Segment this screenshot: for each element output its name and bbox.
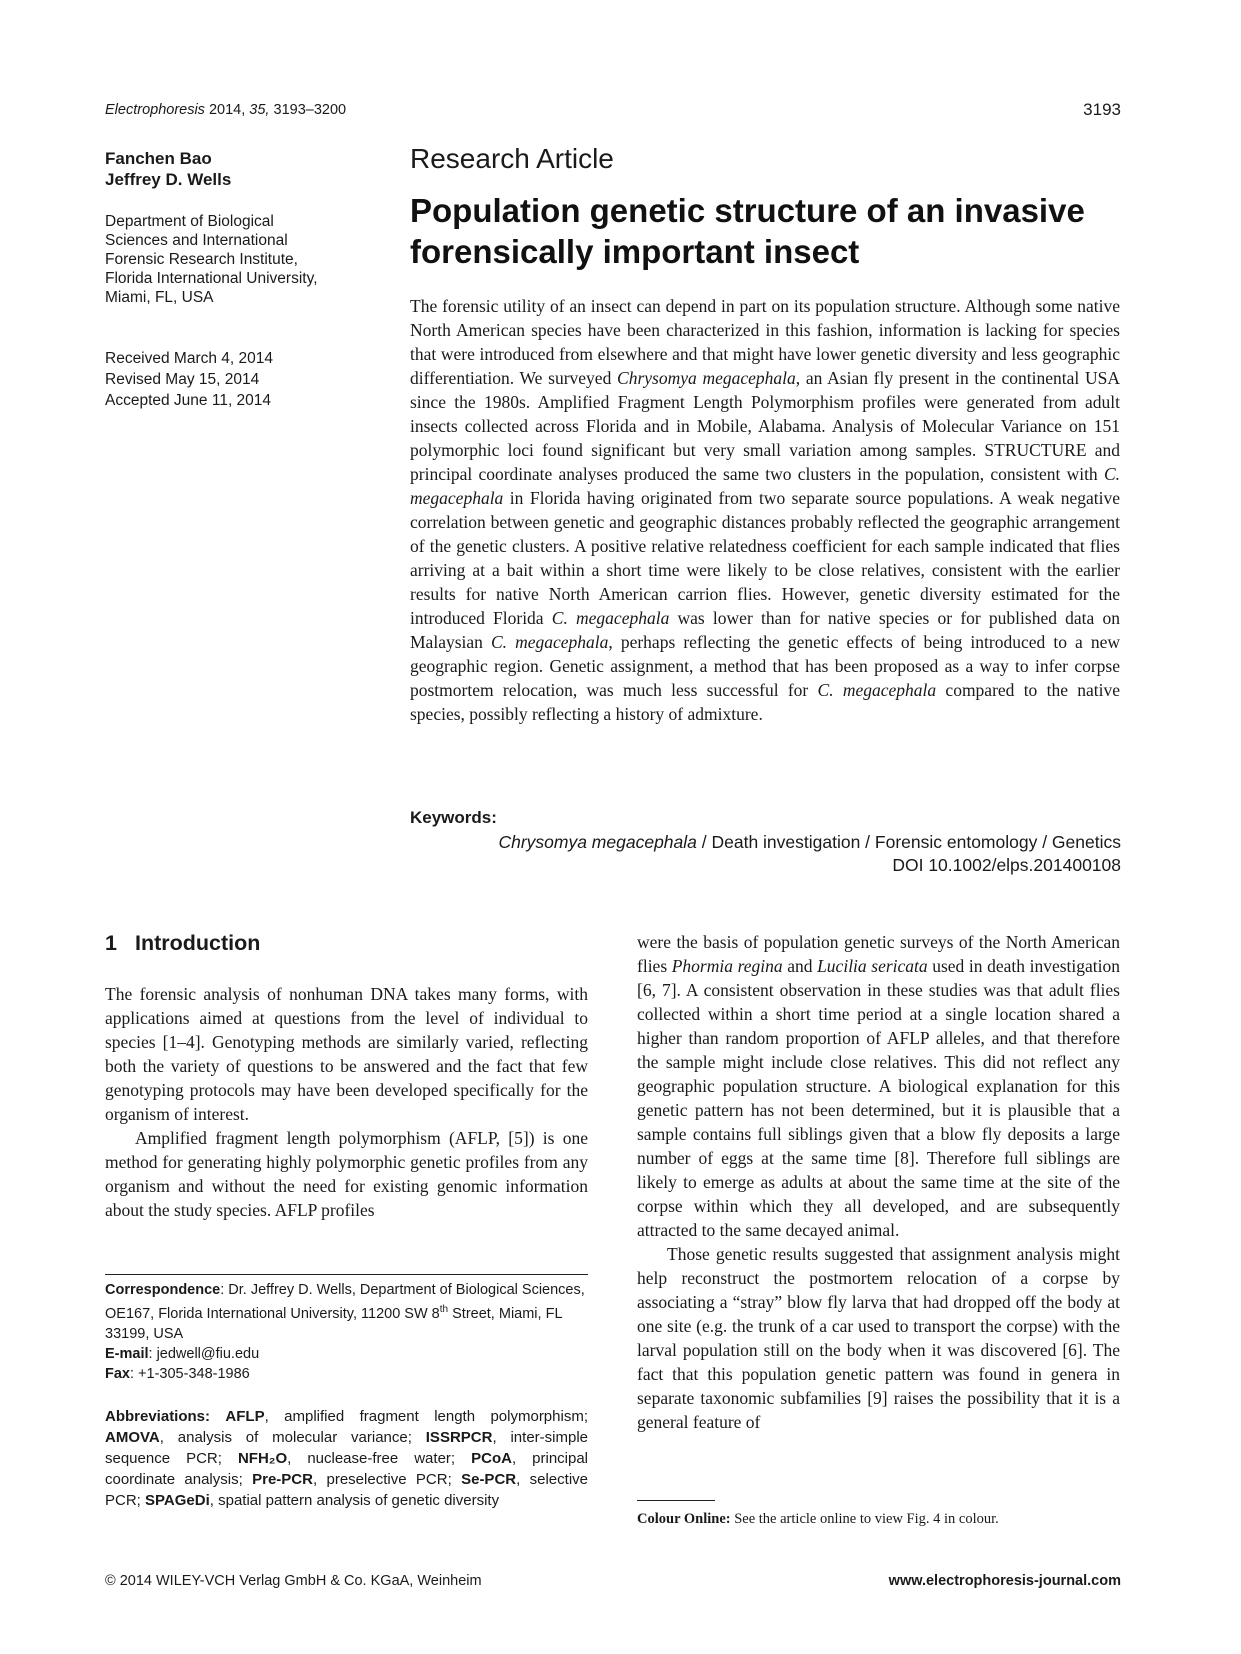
abbr-term: PCoA [471,1450,512,1467]
abbr-def: , spatial pattern analysis of genetic diversity [209,1492,500,1509]
paragraph: Those genetic results suggested that assignment analysis might help reconstruct the postmortem relocation of a corpse by associating a “stray” blow fly larva that had dropped off the body at one site (e.g. the trunk of a car used to transport the corpse) with the larval population still on the body when it was discovered [6]. The fact that this population genetic pattern was found in genera in separate taxonomic subfamilies [9] raises the possibility that it is a general feature of [637,1244,1120,1432]
article-title [410,190,1130,272]
section-number: 1 [105,931,117,955]
affiliation [105,212,375,307]
abbreviations [105,1406,588,1511]
fax-label: Fax [105,1365,130,1382]
species-name: C. megacephala [410,464,1120,508]
intro-left-column [105,982,588,1222]
correspondence-text: Street, Miami, FL 33199, USA [105,1305,562,1342]
colour-online-label: Colour Online: [637,1511,731,1527]
species-name: C. megacephala [817,680,937,700]
paragraph-text: and [782,956,818,976]
paragraph: Amplified fragment length polymorphism (AFLP, [5]) is one method for generating highly polymorphic genetic profiles from any organism and without the need for existing genomic information about the study species. AFLP profiles [105,1128,588,1220]
journal-year: 2014, [208,102,246,118]
correspondence-label: Correspondence [105,1282,221,1298]
paragraph-text: were the basis of population genetic surveys of the North American flies [637,932,1120,976]
paragraph-text: used in death investigation [6, 7]. A consistent observation in these studies was that adult flies collected within a short time period at a single location shared a higher than random proportion of AFLP alleles, and that therefore the sample might include close relatives. This did not reflect any geographic population structure. A biological explanation for this genetic pattern has not been determined, but it is plausible that a sample contains full siblings given that a blow fly deposits a large number of eggs at the same time [8]. Therefore full siblings are likely to emerge as adults at about the same time at the site of the corpse within which they all developed, and are subsequently attracted to the same decayed animal. [637,956,1120,1240]
abbr-def: , analysis of molecular variance; [159,1429,426,1446]
journal-url[interactable]: www.electrophoresis-journal.com [888,1573,1121,1589]
running-head [105,102,346,118]
received-date: Received March 4, 2014 [105,350,274,367]
keyword-list: / Death investigation / Forensic entomology / Genetics [696,832,1121,852]
article-type: Research Article [410,143,614,174]
section-heading [105,931,260,956]
abbr-def: , amplified fragment length polymorphism; [264,1408,588,1425]
colour-online-note [637,1511,999,1528]
correspondence-divider [105,1274,588,1275]
revised-date: Revised May 15, 2014 [105,371,260,388]
journal-pages: 3193–3200 [273,102,347,118]
species-name: Chrysomya megacephala [617,368,796,388]
footnote-divider [637,1500,715,1501]
abstract-text: , an Asian fly present in the continental USA since the 1980s. Amplified Fragment Length Polymorphism profiles were generated from adult insects collected across Florida and in Mobile, Alabama. Analysis of Molecular Variance on 151 polymorphic loci found significant but very small variation among samples. STRUCTURE and principal coordinate analyses produced the same two clusters in the population, consistent with [410,368,1120,484]
authors [105,148,375,190]
correspondence [105,1280,588,1384]
species-name: C. megacephala [551,608,670,628]
abstract-text: , perhaps reflecting the genetic effects of being introduced to a new geographic region. Genetic assignment, a method that has been proposed as a way to infer corpse postmortem relocation, was much less successful for [410,632,1120,700]
doi[interactable]: DOI 10.1002/elps.201400108 [892,855,1121,875]
keywords-label: Keywords: [410,808,497,827]
journal-volume: 35, [249,102,270,118]
title-line: forensically important insect [410,233,860,270]
species-name: Lucilia sericata [817,956,928,976]
abbr-def: , preselective PCR; [312,1471,462,1488]
abstract-text: The forensic utility of an insect can depend in part on its population structure. Although some native North American species have been characterized in this fashion, information is lacking for species that were introduced from elsewhere and that might have lower genetic diversity and less geographic differentiation. We surveyed [410,296,1120,388]
affiliation-line: Miami, FL, USA [105,289,214,306]
abbr-term: AFLP [225,1408,265,1425]
affiliation-line: Department of Biological [105,213,274,230]
species-name: C. megacephala [490,632,609,652]
section-title: Introduction [134,931,261,955]
abbr-term: Se-PCR [461,1471,517,1488]
article-dates [105,348,375,411]
journal-name: Electrophoresis [105,102,205,118]
abbr-def: , principal coordinate analysis; [105,1450,589,1488]
correspondence-text: : Dr. Jeffrey D. Wells, Department of Biological Sciences, OE167, Florida International University, 11200 SW 8 [105,1282,585,1322]
abbreviations-label: Abbreviations: [105,1408,211,1425]
author-name: Jeffrey D. Wells [105,170,232,189]
abbr-term: SPAGeDi [145,1492,210,1509]
abstract [410,294,1120,726]
abbr-term: NFH₂O [237,1450,288,1467]
email-address[interactable]: : jedwell@fiu.edu [148,1345,260,1362]
copyright: © 2014 WILEY-VCH Verlag GmbH & Co. KGaA, Weinheim [105,1573,482,1589]
abbr-term: AMOVA [105,1429,160,1446]
abbr-def: , selective PCR; [105,1471,588,1509]
intro-right-column [637,930,1120,1434]
affiliation-line: Forensic Research Institute, [105,251,298,268]
page-number: 3193 [1083,100,1121,119]
abstract-text: was lower than for native species or for published data on Malaysian [410,608,1120,652]
affiliation-line: Florida International University, [105,270,318,287]
keyword-species: Chrysomya megacephala [498,832,697,852]
superscript: th [439,1304,449,1315]
abstract-text: compared to the native species, possibly reflecting a history of admixture. [410,680,1120,724]
email-label: E-mail [105,1345,149,1362]
keywords [498,832,1121,853]
accepted-date: Accepted June 11, 2014 [105,392,272,409]
paragraph: The forensic analysis of nonhuman DNA takes many forms, with applications aimed at questions from the level of individual to species [1–4]. Genotyping methods are similarly varied, reflecting both the variety of questions to be answered and the fact that few genotyping protocols may have been developed specifically for the organism of interest. [105,984,588,1124]
abbr-term: ISSRPCR [425,1429,493,1446]
abbr-term: Pre-PCR [252,1471,313,1488]
author-name: Fanchen Bao [105,149,212,168]
abbr-def: , inter-simple sequence PCR; [105,1429,588,1467]
colour-online-text: See the article online to view Fig. 4 in colour. [730,1511,999,1527]
abbr-def: , nuclease-free water; [287,1450,472,1467]
species-name: Phormia regina [671,956,783,976]
affiliation-line: Sciences and International [105,232,288,249]
paragraph [637,930,1120,1242]
fax-number: : +1-305-348-1986 [130,1365,250,1382]
title-line: Population genetic structure of an invasive [410,192,1085,229]
abstract-text: in Florida having originated from two separate source populations. A weak negative correlation between genetic and geographic distances probably reflected the geographic arrangement of the genetic clusters. A positive relative relatedness coefficient for each sample indicated that flies arriving at a bait within a short time were likely to be close relatives, consistent with the earlier results for native North American carrion flies. However, genetic diversity estimated for the introduced Florida [410,488,1120,628]
